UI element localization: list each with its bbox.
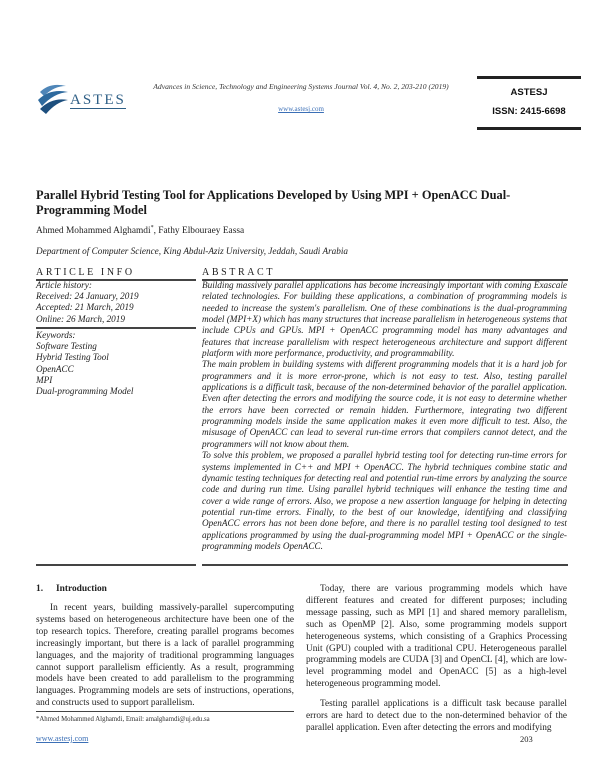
body-paragraph: Today, there are various programming models which have different features and created for different purposes; including message passing, such as MPI [1] and shared memory parallelism, such as OpenMP [2]. Also, some programming models support heterogeneous systems, which consisting of a Graphics Processing Unit (GPU) coupled with a traditional CPU. Heterogeneous parallel programming models are CUDA [3] and OpenCL [4], which are low-level programming model and OpenACC [5] as a high-level heterogeneous programming model.	[306, 584, 567, 690]
header-rule-top	[477, 76, 581, 79]
astes-logo	[36, 78, 136, 118]
footnote: *Ahmed Mohammed Alghamdi, Email: amalghamdi@uj.edu.sa	[36, 716, 210, 723]
abstract-paragraph: To solve this problem, we proposed a parallel hybrid testing tool for detecting run-time errors for systems implemented in C++ and MPI + OpenACC. The hybrid techniques combine static and dynamic testing techniques for detecting real and potential run-time errors by analyzing the source code and during run time. Using parallel hybrid techniques will enhance the testing time and cover a wide range of errors. Also, we propose a new assertion language for helping in detecting potential run-time errors. Finally, to the best of our knowledge, identifying and classifying OpenACC errors has not been done before, and there is no parallel testing tool designed to test applications programmed by using the dual-programming model MPI + OpenACC or the single-programming models OpenACC.	[202, 450, 567, 551]
article-info-bottom-rule	[36, 564, 196, 566]
right-column	[306, 584, 567, 735]
header-rule-bottom	[477, 127, 581, 130]
abstract-body	[202, 280, 567, 552]
abstract-bottom-rule	[202, 564, 568, 566]
astes-swirl-icon	[36, 80, 70, 116]
page-number: 203	[520, 734, 533, 744]
author-primary: Ahmed Mohammed Alghamdi	[36, 226, 151, 237]
authors	[36, 225, 244, 236]
keywords	[36, 330, 196, 397]
history-label: Article history:	[36, 280, 92, 290]
affiliation: Department of Computer Science, King Abdul-Aziz University, Jeddah, Saudi Arabia	[36, 246, 348, 256]
keywords-label: Keywords:	[36, 330, 76, 340]
abstract-heading: ABSTRACT	[202, 267, 276, 278]
section-heading	[36, 584, 107, 594]
article-info-heading: ARTICLE INFO	[36, 267, 135, 278]
abstract-paragraph: Building massively parallel applications has become increasingly important with coming Exascale related technologies. For building these applications, a combination of programming models is needed to increase the system's parallelism. One of these combinations is the dual-programming model (MPI+X) which has many structures that increase parallelism in heterogeneous systems that include CPUs and GPUs. MPI + OpenACC programming model has many advantages and features that increase parallelism with respect heterogeneous architecture and support different platform with more performance, productivity, and programmability.	[202, 280, 567, 359]
online-date: Online: 26 March, 2019	[36, 313, 125, 324]
paper-title: Parallel Hybrid Testing Tool for Applications Developed by Using MPI + OpenACC Dual-Programming Model	[36, 188, 511, 217]
body-paragraph: Testing parallel applications is a difficult task because parallel errors are hard to detect due to the non-determined behavior of the parallel application. Even after detecting the errors and modifying	[306, 699, 567, 733]
section-title: Introduction	[56, 584, 107, 594]
keyword: Hybrid Testing Tool	[36, 352, 109, 363]
logo-text: ASTES	[70, 92, 126, 108]
abstract-paragraph: The main problem in building systems with different programming models that it is a hard job for programmers and it is more error-prone, which is not easy to test. Also, testing parallel applications is a difficult task, because of the non-determined behavior of the parallel application. Even after detecting the errors and modifying the source code, it is not easy to determine whether the errors have been corrected or remain hidden. Furthermore, integrating two different programming models inside the same application makes it even more difficult to test. Also, the misusage of OpenACC can lead to several run-time errors that compilers cannot detect, and the programmers will not know about them.	[202, 359, 567, 449]
journal-citation: Advances in Science, Technology and Engineering Systems Journal Vol. 4, No. 2, 203-210 (2019)	[153, 82, 449, 91]
journal-abbrev: ASTESJ	[510, 87, 548, 98]
issn: ISSN: 2415-6698	[492, 106, 566, 117]
accepted-date: Accepted: 21 March, 2019	[36, 302, 134, 313]
section-number: 1.	[36, 584, 44, 594]
keywords-rule	[36, 327, 196, 329]
keyword: Software Testing	[36, 341, 97, 352]
author-mark: *	[150, 225, 154, 231]
journal-url-link[interactable]: www.astesj.com	[278, 105, 324, 113]
footnote-rule	[36, 711, 294, 712]
article-history	[36, 280, 196, 325]
keyword: OpenACC	[36, 363, 74, 374]
left-column	[36, 603, 294, 710]
footer-url-link[interactable]: www.astesj.com	[36, 734, 89, 743]
keyword: MPI	[36, 374, 53, 385]
received-date: Received: 24 January, 2019	[36, 291, 139, 302]
keyword: Dual-programming Model	[36, 386, 134, 397]
author-secondary: , Fathy Elbouraey Eassa	[153, 226, 245, 237]
body-paragraph: In recent years, building massively-parallel supercomputing systems based on heterogeneous architecture have been one of the top research topics. Therefore, creating parallel programs becomes increasingly important, but there is a lack of parallel programming languages, and the majority of traditional programming languages cannot support parallelism efficiently. As a result, programming models have been created to add parallelism to the programming languages. Programming models are sets of instructions, operations, and constructs used to support parallelism.	[36, 603, 294, 709]
